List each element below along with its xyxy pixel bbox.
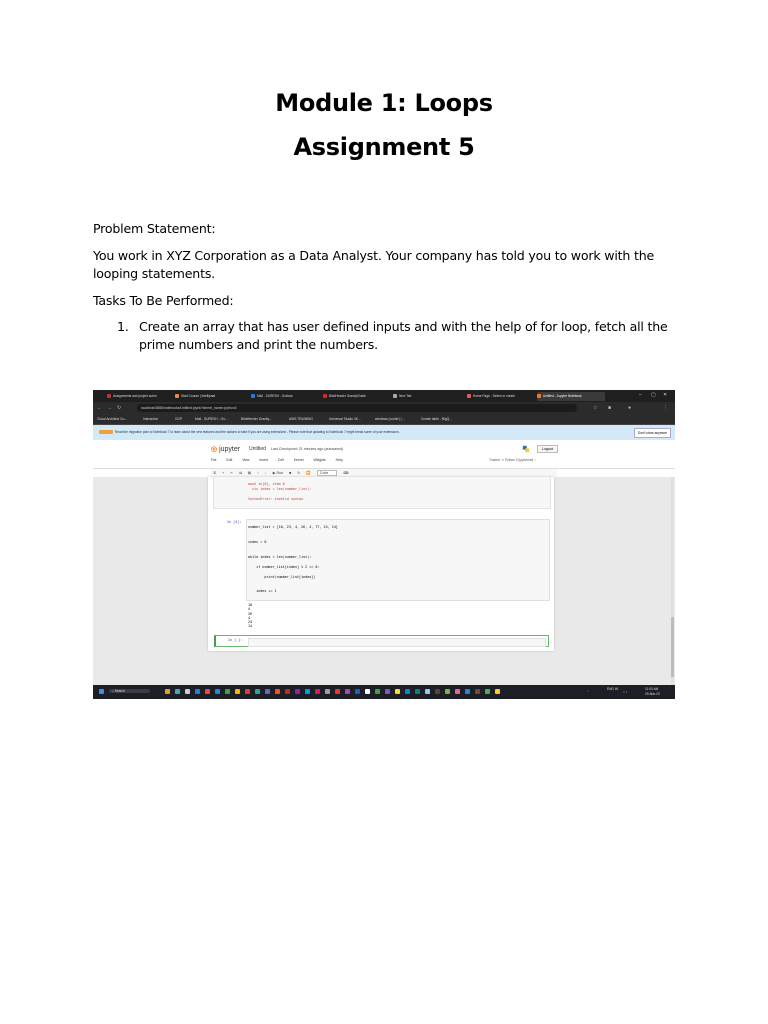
taskbar-app-icon[interactable] <box>465 689 470 694</box>
address-bar <box>93 402 675 414</box>
code-line: while index < len(number_list): <box>248 555 312 559</box>
stop-icon[interactable]: ■ <box>289 471 292 475</box>
bookmark-item[interactable]: windows (cooler) | ... <box>375 417 406 421</box>
taskbar-search[interactable]: ⌕ Search <box>109 689 150 693</box>
taskbar-app-icon[interactable] <box>355 689 360 694</box>
browser-tab[interactable] <box>393 392 453 401</box>
browser-tab[interactable] <box>251 392 313 401</box>
star-icon[interactable]: ☆ <box>593 405 598 411</box>
notebook-page <box>208 477 554 651</box>
code-line: number_list = [10, 23, 4, 26, 4, 77, 24, 14] <box>248 525 338 529</box>
taskbar-app-icon[interactable] <box>215 689 220 694</box>
taskbar-app-icon[interactable] <box>165 689 170 694</box>
browser-tabbar <box>93 390 675 402</box>
tab-label: Untitled - Jupyter Notebook <box>543 394 582 398</box>
menu-help[interactable]: Help <box>335 458 343 462</box>
wifi-volume-icon[interactable]: ⌂ ♪ <box>623 690 628 694</box>
windows-start-icon[interactable] <box>99 689 104 694</box>
browser-tab-active[interactable] <box>537 392 605 401</box>
tab-label: New Tab <box>399 394 412 398</box>
previous-cell-output <box>213 477 551 509</box>
taskbar-app-icon[interactable] <box>485 689 490 694</box>
profile-icon[interactable]: ● <box>628 405 632 411</box>
command-palette-icon[interactable]: ⌨ <box>343 471 349 475</box>
problem-text: You work in XYZ Corporation as a Data Analyst. Your company has told you to work with the looping statements. <box>93 248 655 281</box>
jupyter-header <box>93 440 675 469</box>
cell-type-select[interactable]: Code <box>317 470 338 476</box>
save-icon[interactable]: 🖫 <box>213 471 217 475</box>
page-title: Module 1: Loops <box>275 89 493 117</box>
empty-cell-input[interactable] <box>248 638 546 647</box>
taskbar-app-icon[interactable] <box>195 689 200 694</box>
reload-icon[interactable]: ↻ <box>117 405 122 411</box>
taskbar-app-icon[interactable] <box>375 689 380 694</box>
cell-output: 10 4 26 4 24 14 <box>248 603 253 629</box>
browser-tab[interactable] <box>175 392 237 401</box>
move-up-icon[interactable]: ↑ <box>257 471 259 475</box>
tray-icons[interactable]: ⌃ <box>587 690 590 694</box>
close-icon[interactable]: ✕ <box>663 392 668 398</box>
taskbar-app-icon[interactable] <box>235 689 240 694</box>
code-line: print(number_list[index]) <box>248 575 316 579</box>
task-number: 1. <box>117 319 129 334</box>
kernel-status: Trusted ✎ Python 3 (ipykernel) ○ <box>489 458 537 462</box>
copy-icon[interactable]: ⧉ <box>239 471 242 475</box>
taskbar-app-icon[interactable] <box>425 689 430 694</box>
taskbar-app-icon[interactable] <box>475 689 480 694</box>
taskbar-app-icon[interactable] <box>245 689 250 694</box>
tab-label: Assignments and project subm <box>113 394 157 398</box>
error-line: each in[0], item 6 <box>248 482 285 486</box>
active-empty-cell[interactable] <box>214 635 549 647</box>
restart-run-icon[interactable]: ⏩ <box>306 471 311 475</box>
browser-tab[interactable] <box>323 392 385 401</box>
menu-widgets[interactable]: Widgets <box>313 458 326 462</box>
bookmark-item[interactable]: Interactive <box>143 417 159 421</box>
notebook-title[interactable]: Untitled <box>249 446 266 452</box>
empty-prompt: In [ ]: <box>228 638 243 642</box>
kernel-name: Python 3 (ipykernel) ○ <box>505 458 537 462</box>
menu-icon[interactable]: ⋮ <box>663 405 668 411</box>
bookmark-item[interactable]: Create table - BigQ... <box>421 417 452 421</box>
cut-icon[interactable]: ✂ <box>230 471 234 475</box>
trusted-label[interactable]: Trusted <box>489 458 500 462</box>
taskbar-app-icon[interactable] <box>455 689 460 694</box>
bookmark-item[interactable]: Mail - SURESH - Ou... <box>195 417 228 421</box>
taskbar-app-icon[interactable] <box>295 689 300 694</box>
dont-show-button[interactable]: Don't show anymore <box>634 428 671 438</box>
taskbar-app-icon[interactable] <box>435 689 440 694</box>
maximize-icon[interactable]: ▢ <box>651 392 656 398</box>
menu-cell[interactable]: Cell <box>277 458 284 462</box>
notebook-background <box>93 477 675 685</box>
taskbar-app-icon[interactable] <box>335 689 340 694</box>
bookmark-item[interactable]: Bitdefender Gravity... <box>241 417 272 421</box>
taskbar-app-icon[interactable] <box>495 689 500 694</box>
code-cell[interactable] <box>246 519 550 601</box>
browser-tab[interactable] <box>467 392 529 401</box>
tab-label: Home Page - Select or create <box>473 394 515 398</box>
bookmark-item[interactable]: Universal Studio 4K... <box>329 417 361 421</box>
notice-text: Read the migration plan to Notebook 7 to learn about the new features and the actions to take if you are using extensions - Please note that updating to Notebook 7 might break some of your extensions. <box>115 430 400 434</box>
minimize-icon[interactable]: – <box>639 392 642 398</box>
menu-insert[interactable]: Insert <box>259 458 268 462</box>
taskbar-app-icon[interactable] <box>385 689 390 694</box>
page-subtitle: Assignment 5 <box>293 133 475 161</box>
taskbar-app-icon[interactable] <box>405 689 410 694</box>
extension-icon[interactable]: ■ <box>608 405 612 411</box>
taskbar-app-icon[interactable] <box>365 689 370 694</box>
taskbar-app-icon[interactable] <box>255 689 260 694</box>
tab-label: BlobHeader Grant/pGuide <box>329 394 366 398</box>
taskbar-app-icon[interactable] <box>175 689 180 694</box>
menu-view[interactable]: View <box>242 458 250 462</box>
problem-heading: Problem Statement: <box>93 221 216 236</box>
logout-button[interactable]: Logout <box>537 445 558 453</box>
tasks-heading: Tasks To Be Performed: <box>93 293 234 308</box>
taskbar-app-icon[interactable] <box>185 689 190 694</box>
error-line: cis index = len(number_list): <box>248 487 312 491</box>
tab-label: Start Course | Intellipaat <box>181 394 216 398</box>
python-logo-icon <box>522 445 530 453</box>
taskbar-app-icon[interactable] <box>395 689 400 694</box>
taskbar-app-icon[interactable] <box>225 689 230 694</box>
bookmark-item[interactable]: GCP <box>175 417 183 421</box>
notice-badge <box>99 430 113 434</box>
language-indicator[interactable]: ENG IN <box>607 687 618 691</box>
task-text: Create an array that has user defined inputs and with the help of for loop, fetch all the prime numbers and print the numbers. <box>139 319 668 352</box>
bookmark-item[interactable]: AWS TRAINING <box>289 417 313 421</box>
taskbar-app-icon[interactable] <box>205 689 210 694</box>
code-line: index += 1 <box>248 589 277 593</box>
url-field[interactable]: localhost:8888/notebooks/Untitled.ipynb?kernel_name=python3 <box>137 404 577 412</box>
tab-label: Mail - SURESH - Outlook <box>257 394 293 398</box>
taskbar-app-icon[interactable] <box>345 689 350 694</box>
menu-kernel[interactable]: Kernel <box>293 458 304 462</box>
syntax-error: SyntaxError: invalid syntax <box>248 497 304 501</box>
in-prompt: In [4]: <box>227 520 242 524</box>
back-icon[interactable]: ← <box>97 405 102 411</box>
migration-notice <box>93 425 675 440</box>
taskbar-app-icon[interactable] <box>325 689 330 694</box>
run-button[interactable]: ▶ Run <box>272 471 284 475</box>
menu-edit[interactable]: Edit <box>226 458 233 462</box>
add-cell-icon[interactable]: + <box>222 471 225 475</box>
checkpoint-status: Last Checkpoint: 21 minutes ago (autosaved) <box>271 447 344 451</box>
scrollbar-thumb[interactable] <box>671 617 674 677</box>
windows-taskbar <box>93 685 675 699</box>
taskbar-app-icon[interactable] <box>415 689 420 694</box>
jupyter-logo-text: jupyter <box>219 446 241 453</box>
clock-time[interactable]: 11:00 AM <box>645 687 659 691</box>
taskbar-app-icon[interactable] <box>315 689 320 694</box>
code-line: index = 0 <box>248 540 267 544</box>
menu-file[interactable]: File <box>211 458 217 462</box>
notebook-menubar <box>211 458 352 462</box>
bookmarks-bar <box>93 414 675 425</box>
browser-tab[interactable] <box>107 392 169 401</box>
code-line: if number_list[index] % 2 == 0: <box>248 565 320 569</box>
embedded-screenshot <box>93 390 675 699</box>
scrollbar[interactable] <box>671 477 674 685</box>
taskbar-app-icon[interactable] <box>275 689 280 694</box>
taskbar-search-label: Search <box>114 689 125 693</box>
taskbar-app-icon[interactable] <box>305 689 310 694</box>
forward-icon[interactable]: → <box>107 405 112 411</box>
taskbar-app-icon[interactable] <box>445 689 450 694</box>
restart-icon[interactable]: ↻ <box>297 471 301 475</box>
taskbar-app-icon[interactable] <box>285 689 290 694</box>
jupyter-logo[interactable]: ◎ jupyter <box>211 446 241 453</box>
paste-icon[interactable]: ▤ <box>247 471 252 475</box>
clock-date[interactable]: 29-Mar-23 <box>645 692 660 696</box>
taskbar-app-icon[interactable] <box>265 689 270 694</box>
bookmark-item[interactable]: Cloud Architect Co... <box>97 417 128 421</box>
move-down-icon[interactable]: ↓ <box>264 471 267 475</box>
